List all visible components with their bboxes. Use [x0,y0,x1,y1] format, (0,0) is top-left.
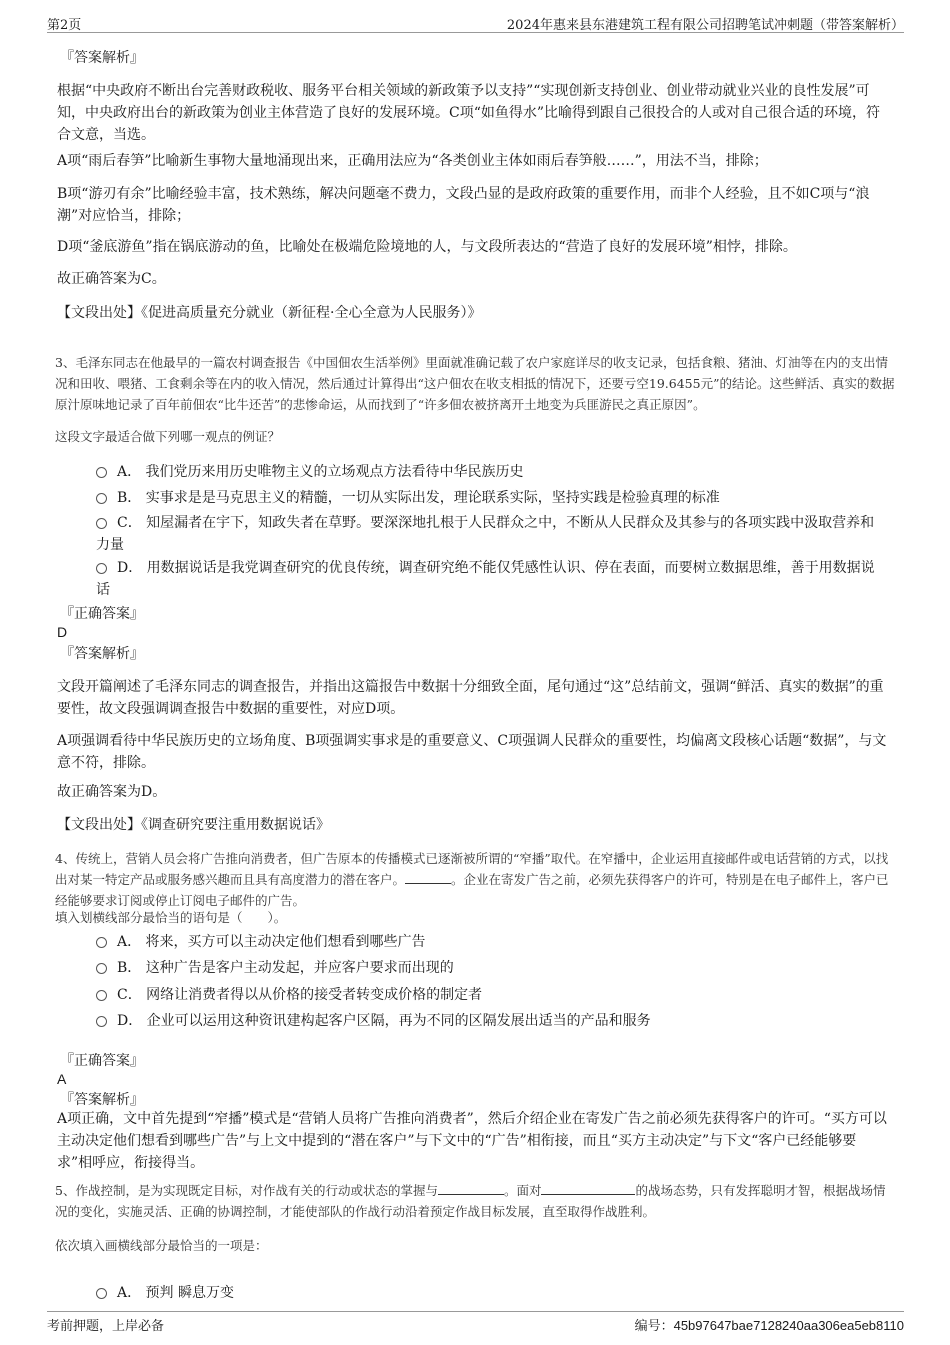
radio-icon[interactable] [96,937,107,948]
radio-icon[interactable] [96,963,107,974]
radio-icon[interactable] [96,493,107,504]
answer-conclusion: 故正确答案为D。 [57,784,167,800]
option-text: A． 我们党历来用历史唯物主义的立场观点方法看待中华民族历史 [117,464,524,480]
question-stem [55,848,895,911]
question-stem: 3、毛泽东同志在他最早的一篇农村调查报告《中国佃农生活举例》里面就准确记载了农户家庭详尽的收支记录，包括食粮、猪油、灯油等在内的支出情况和田收、喂猪、工食剩余等在内的收入情况，然后通过计算得出“这户佃农在收支相抵的情况下，还要亏空19.6455元”的结论。这些鲜活、真实的数据原汁原味地记录了百年前佃农“比牛还苦”的悲惨命运，从而找到了“许多佃农被挤离开土地变为兵匪游民之真正原因”。 [55,355,895,412]
fill-blank [438,1182,504,1195]
radio-icon[interactable] [96,1016,107,1027]
stem-text: 的战场态势，只有发挥聪明才智，根据战场情况的变化，实施灵活、正确的协调控制，才能使部队的作战行动沿着预定作战目标发展，直至取得作战胜利。 [55,1183,886,1219]
document-title: 2024年惠来县东港建筑工程有限公司招聘笔试冲刺题（带答案解析） [506,18,904,33]
stem-text: 5、作战控制，是为实现既定目标，对作战有关的行动或状态的掌握与 [55,1183,438,1198]
page-footer [47,1311,904,1332]
fill-blank [405,871,451,884]
option-text: B． 这种广告是客户主动发起，并应客户要求而出现的 [117,960,454,976]
analysis-paragraph: A项正确，文中首先提到“窄播”模式是“营销人员将广告推向消费者”，然后介绍企业在寄发广告之前必须先获得客户的许可。“买方可以主动决定他们想看到哪些广告”与上文中提到的“潜在客户”与下文中的“广告”相衔接，而且“买方主动决定”与下文“客户已经能够要求”相呼应，衔接得当。 [57,1111,887,1171]
stem-text: 。企业在寄发广告之前，必须先获得客户的许可，特别是在电子邮件上，客户已经能够要求订阅或停止订阅电子邮件的广告。 [55,872,889,908]
stem-text: 4、传统上，营销人员会将广告推向消费者，但广告原本的传播模式已逐渐被所谓的“窄播”取代。在窄播中，企业运用直接邮件或电话营销的方式，以找出对某一特定产品或服务感兴趣而且具有高度潜力的潜在客户。 [55,851,889,887]
option-text: C． 网络让消费者得以从价格的接受者转变成价格的制定者 [117,987,483,1003]
option-c[interactable] [96,512,886,556]
option-text: D． 企业可以运用这种资讯建构起客户区隔，再为不同的区隔发展出适当的产品和服务 [117,1013,651,1029]
document-code [635,1315,904,1334]
option-a[interactable] [96,1282,886,1304]
analysis-paragraph: A项强调看待中华民族历史的立场角度、B项强调实事求是的重要意义、C项强调人民群众的重要性，均偏离文段核心话题“数据”，与文意不符，排除。 [57,733,887,771]
option-c[interactable] [96,984,886,1006]
source-citation: 【文段出处】《调查研究要注重用数据说话》 [57,817,330,833]
radio-icon[interactable] [96,563,107,574]
stem-text: 。面对 [503,1183,542,1198]
answer-conclusion: 故正确答案为C。 [57,271,166,287]
question-ask: 这段文字最适合做下列哪一观点的例证？ [55,429,281,444]
correct-answer-tag: 『正确答案』 [60,1053,144,1069]
option-text: B． 实事求是是马克思主义的精髓，一切从实际出发，理论联系实际，坚持实践是检验真理的标准 [117,490,720,506]
analysis-paragraph: 文段开篇阐述了毛泽东同志的调查报告，并指出这篇报告中数据十分细致全面，尾句通过“这”总结前文，强调“鲜活、真实的数据”的重要性，故文段强调调查报告中数据的重要性，对应D项。 [57,679,884,717]
option-b[interactable] [96,957,886,979]
option-text: A． 将来，买方可以主动决定他们想看到哪些广告 [117,934,426,950]
radio-icon[interactable] [96,518,107,529]
option-a[interactable] [96,931,886,953]
fill-blank [541,1182,635,1195]
analysis-tag: 『答案解析』 [60,646,144,662]
radio-icon[interactable] [96,990,107,1001]
correct-answer: D [57,624,68,640]
option-text: A． 预判 瞬息万变 [117,1285,235,1301]
analysis-tag: 『答案解析』 [60,50,144,66]
option-text: C． 知屋漏者在宇下，知政失者在草野。要深深地扎根于人民群众之中，不断从人民群众及其参与的各项实践中汲取营养和力量 [96,515,875,553]
analysis-paragraph: B项“游刃有余”比喻经验丰富，技术熟练，解决问题毫不费力，文段凸显的是政府政策的重要作用，而非个人经验，且不如C项与“浪潮”对应恰当，排除； [57,186,870,224]
option-a[interactable] [96,461,886,483]
option-d[interactable] [96,1010,886,1032]
question-stem [55,1180,895,1222]
option-text: D． 用数据说话是我党调查研究的优良传统，调查研究绝不能仅凭感性认识、停在表面，而要树立数据思维，善于用数据说话 [96,560,875,598]
code-value: 45b97647bae7128240aa306ea5eb8110 [673,1318,904,1333]
analysis-tag: 『答案解析』 [60,1092,144,1108]
code-label: 编号： [634,1319,674,1334]
question-ask: 依次填入画横线部分最恰当的一项是： [55,1238,268,1253]
page-number: 第2页 [47,18,82,33]
correct-answer: A [57,1071,67,1087]
radio-icon[interactable] [96,1288,107,1299]
source-citation: 【文段出处】《促进高质量充分就业（新征程·全心全意为人民服务）》 [57,305,482,321]
radio-icon[interactable] [96,467,107,478]
analysis-paragraph: 根据“中央政府不断出台完善财政税收、服务平台相关领域的新政策予以支持”“实现创新支持创业、创业带动就业兴业的良性发展”可知，中央政府出台的新政策为创业主体营造了良好的发展环境。C项“如鱼得水”比喻得到跟自己很投合的人或对自己很合适的环境，符合文意，当选。 [57,83,881,143]
option-d[interactable] [96,557,886,601]
page-header [47,14,904,33]
analysis-paragraph: D项“釜底游鱼”指在锅底游动的鱼，比喻处在极端危险境地的人，与文段所表达的“营造了良好的发展环境”相悖，排除。 [57,239,797,255]
analysis-paragraph: A项“雨后春笋”比喻新生事物大量地涌现出来，正确用法应为“各类创业主体如雨后春笋般……”，用法不当，排除； [57,153,768,169]
question-ask: 填入划横线部分最恰当的语句是（ ）。 [55,910,287,925]
footer-slogan: 考前押题，上岸必备 [47,1319,165,1334]
correct-answer-tag: 『正确答案』 [60,606,144,622]
option-b[interactable] [96,487,886,509]
